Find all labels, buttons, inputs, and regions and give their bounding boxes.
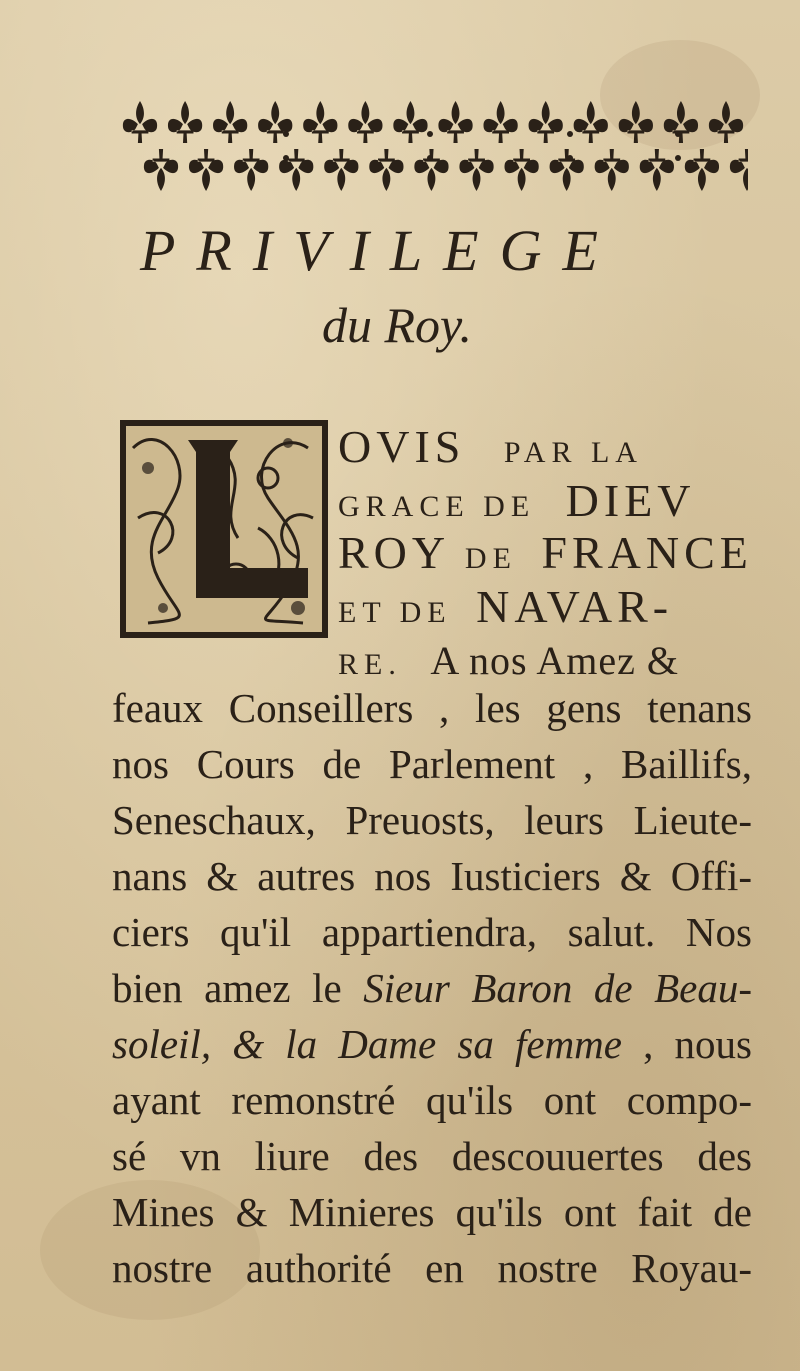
capitals-text: ROY	[338, 527, 449, 578]
privilege-body-text	[112, 680, 752, 1296]
capitals-text: RE.	[338, 648, 402, 681]
capitals-text: NAVAR-	[476, 581, 674, 632]
text-line	[112, 960, 752, 1016]
text-line: Seneschaux, Preuosts, leurs Lieute-	[112, 797, 752, 843]
ornament-dot	[675, 131, 681, 137]
decorated-initial-L-icon	[118, 418, 330, 640]
capitals-text: DIEV	[565, 475, 696, 526]
ornament-dot	[567, 131, 573, 137]
ornament-dot	[283, 155, 289, 161]
text-line	[112, 1016, 752, 1072]
text-line: nans & autres nos Iusticiers & Offi-	[112, 853, 752, 899]
fleur-de-lis-icon	[664, 101, 698, 143]
ornament-dot	[567, 155, 573, 161]
fleur-de-lis-icon	[123, 101, 157, 143]
fleur-de-lis-icon	[438, 101, 472, 143]
fleur-de-lis-icon	[303, 101, 337, 143]
fleur-de-lis-band-icon	[118, 96, 748, 196]
fleur-de-lis-icon	[393, 101, 427, 143]
italic-name: Sieur Baron de Beau-	[363, 965, 752, 1011]
fleur-de-lis-icon	[369, 149, 403, 191]
text-line: nos Cours de Parlement , Baillifs,	[112, 741, 752, 787]
fleur-de-lis-icon	[685, 149, 719, 191]
fleur-de-lis-icon	[640, 149, 674, 191]
fleur-de-lis-icon	[730, 149, 748, 191]
fleur-de-lis-icon	[483, 101, 517, 143]
page-title: PRIVILEGE	[140, 218, 619, 283]
ornament-dot	[427, 155, 433, 161]
fleur-de-lis-icon	[144, 149, 178, 191]
fleur-de-lis-icon	[595, 149, 629, 191]
ornament-dot	[675, 155, 681, 161]
capitals-line-2	[338, 475, 696, 526]
fleur-de-lis-icon	[709, 101, 743, 143]
capitals-line-4	[338, 581, 674, 632]
fleur-de-lis-icon	[168, 101, 202, 143]
fleur-de-lis-icon	[529, 101, 563, 143]
text-line: sé vn liure des descouuertes des	[112, 1133, 752, 1179]
fleur-de-lis-icon	[324, 149, 358, 191]
fleur-de-lis-icon	[550, 149, 584, 191]
text-segment: , nous	[643, 1021, 752, 1067]
fleur-de-lis-icon	[279, 149, 313, 191]
fleur-de-lis-icon	[619, 101, 653, 143]
ornament-dot	[427, 131, 433, 137]
capitals-text: FRANCE	[541, 527, 753, 578]
fleur-de-lis-icon	[213, 101, 247, 143]
capitals-line-5	[338, 636, 679, 682]
text-segment: bien amez le	[112, 965, 342, 1011]
fleur-de-lis-icon	[189, 149, 223, 191]
capitals-text: PAR LA	[503, 436, 643, 469]
capitals-text: DE	[464, 542, 517, 575]
fleur-de-lis-icon	[348, 101, 382, 143]
italic-name: soleil, & la Dame sa femme	[112, 1021, 622, 1067]
fleur-de-lis-icon	[414, 149, 448, 191]
capitals-text: A nos Amez &	[430, 638, 680, 683]
capitals-text: OVIS	[338, 421, 466, 472]
text-line: ciers qu'il appartiendra, salut. Nos	[112, 909, 752, 955]
fleur-de-lis-icon	[234, 149, 268, 191]
text-line: nostre authorité en nostre Royau-	[112, 1245, 752, 1291]
capitals-line-3	[338, 527, 753, 578]
text-line: Mines & Minieres qu'ils ont fait de	[112, 1189, 752, 1235]
capitals-text: ET DE	[338, 596, 452, 629]
fleur-de-lis-icon	[504, 149, 538, 191]
capitals-line-1	[338, 421, 643, 472]
capitals-text: GRACE DE	[338, 490, 536, 523]
page-subtitle: du Roy.	[322, 297, 472, 353]
text-line: feaux Conseillers , les gens tenans	[112, 685, 752, 731]
fleur-de-lis-icon	[574, 101, 608, 143]
text-line: ayant remonstré qu'ils ont compo-	[112, 1077, 752, 1123]
fleur-de-lis-icon	[459, 149, 493, 191]
ornament-dot	[283, 131, 289, 137]
